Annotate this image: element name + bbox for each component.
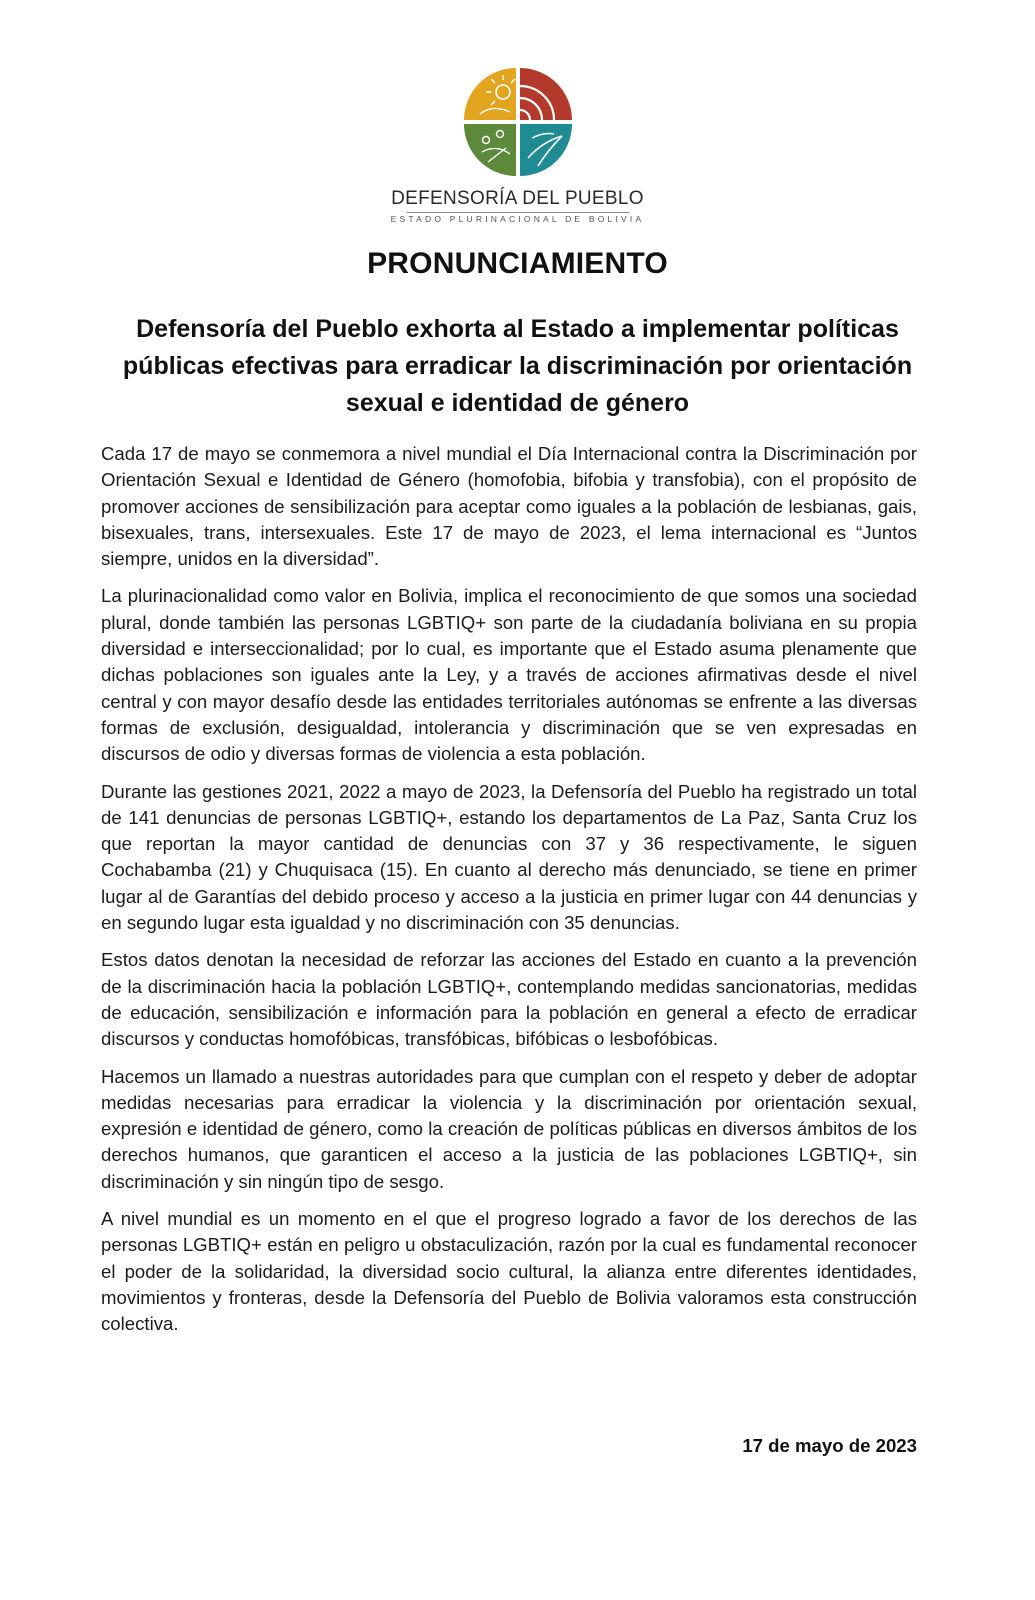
logo-name: DEFENSORÍA DEL PUEBLO xyxy=(391,188,644,209)
body-text xyxy=(101,441,917,1349)
logo xyxy=(0,62,1035,224)
paragraph-6: A nivel mundial es un momento en el que el progreso logrado a favor de los derechos de las personas LGBTIQ+ están en peligro u obstaculización, razón por la cual es fundamental reconocer el poder de la solidaridad, la diversidad socio cultural, la alianza entre diferentes identidades, movimientos y fronteras, desde la Defensoría del Pueblo de Bolivia valoramos esta construcción colectiva. xyxy=(101,1208,917,1335)
logo-divider xyxy=(407,212,629,213)
document-date: 17 de mayo de 2023 xyxy=(742,1435,917,1456)
logo-subtitle: ESTADO PLURINACIONAL DE BOLIVIA xyxy=(390,214,645,224)
paragraph-2: La plurinacionalidad como valor en Bolivia, implica el reconocimiento de que somos una sociedad plural, donde también las personas LGBTIQ+ son parte de la ciudadanía boliviana en su propia diversidad e interseccionalidad; por lo cual, es importante que el Estado asuma plenamente que dichas poblaciones son iguales ante la Ley, y a través de acciones afirmativas desde el nivel central y con mayor desafío desde las entidades territoriales autónomas se enfrente a las diversas formas de exclusión, desigualdad, intolerancia y discriminación que se ven expresadas en discursos de odio y diversas formas de violencia a esta población. xyxy=(101,585,917,765)
paragraph-3: Durante las gestiones 2021, 2022 a mayo de 2023, la Defensoría del Pueblo ha registrado un total de 141 denuncias de personas LGBTIQ+, estando los departamentos de La Paz, Santa Cruz los que reportan la mayor cantidad de denuncias con 37 y 36 respectivamente, le siguen Cochabamba (21) y Chuquisaca (15). En cuanto al derecho más denunciado, se tiene en primer lugar al de Garantías del debido proceso y acceso a la justicia en primer lugar con 44 denuncias y en segundo lugar esta igualdad y no discriminación con 35 denuncias. xyxy=(101,780,917,934)
defensoria-emblem-icon xyxy=(458,62,578,182)
paragraph-1: Cada 17 de mayo se conmemora a nivel mundial el Día Internacional contra la Discriminación por Orientación Sexual e Identidad de Género (homofobia, bifobia y transfobia), con el propósito de promover acciones de sensibilización para aceptar como iguales a la población de lesbianas, gais, bisexuales, trans, intersexuales. Este 17 de mayo de 2023, el lema internacional es “Juntos siempre, unidos en la diversidad”. xyxy=(101,443,917,570)
headline: Defensoría del Pueblo exhorta al Estado a implementar políticas públicas efectivas para erradicar la discriminación por orientación sexual e identidad de género xyxy=(122,315,913,417)
paragraph-5: Hacemos un llamado a nuestras autoridades para que cumplan con el respeto y deber de adoptar medidas necesarias para erradicar la violencia y la discriminación por orientación sexual, expresión e identidad de género, como la creación de políticas públicas en diversos ámbitos de los derechos humanos, que garanticen el acceso a la justicia de las poblaciones LGBTIQ+, sin discriminación y sin ningún tipo de sesgo. xyxy=(101,1065,917,1192)
paragraph-4: Estos datos denotan la necesidad de reforzar las acciones del Estado en cuanto a la prevención de la discriminación hacia la población LGBTIQ+, contemplando medidas sancionatorias, medidas de educación, sensibilización e información para la población en general a efecto de erradicar discursos y conductas homofóbicas, transfóbicas, bifóbicas o lesbofóbicas. xyxy=(101,949,917,1050)
document-type-title: PRONUNCIAMIENTO xyxy=(367,247,668,280)
